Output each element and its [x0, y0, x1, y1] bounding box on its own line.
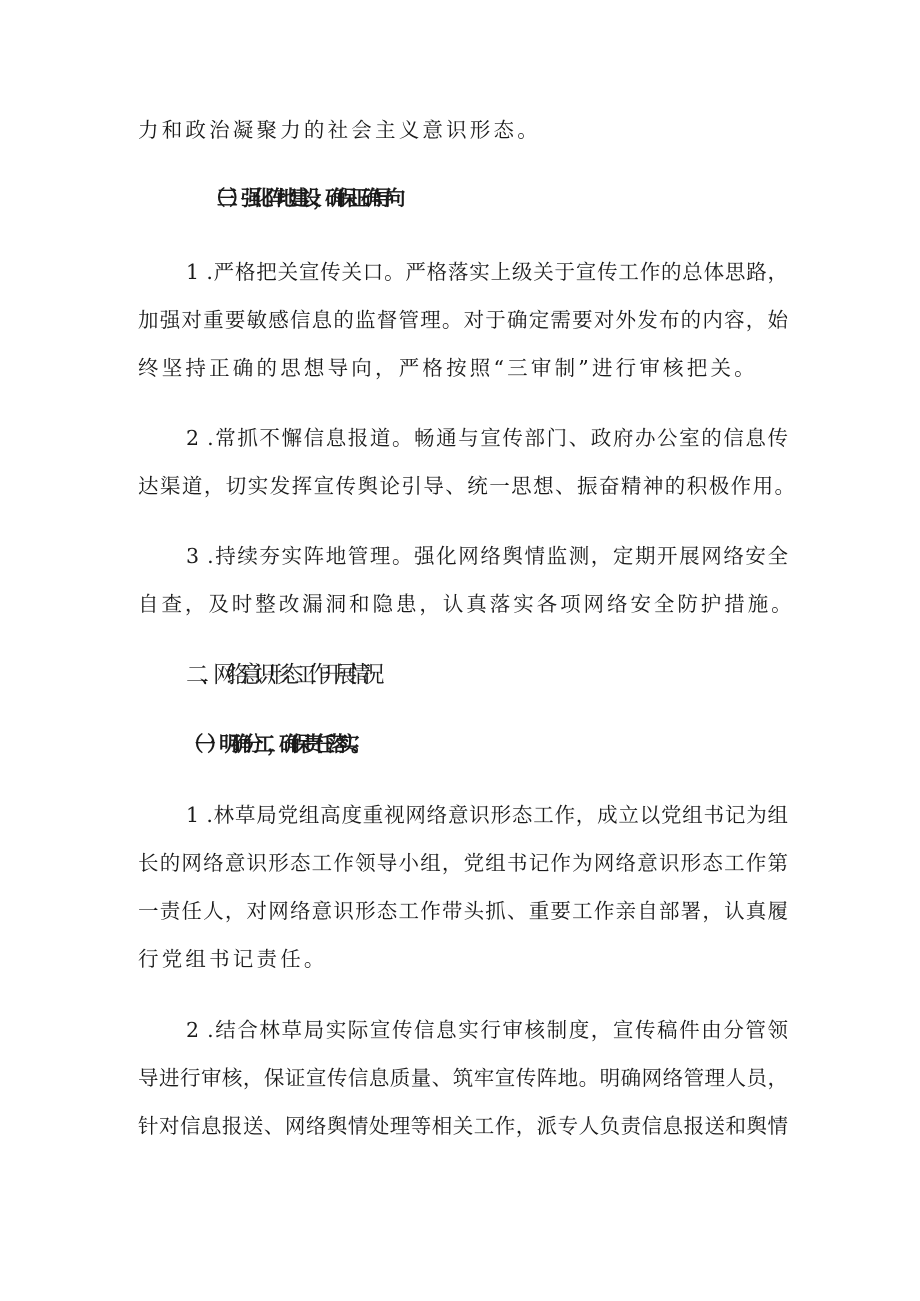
paragraph-tail-line: 力和政治凝聚力的社会主义意识形态。: [138, 118, 541, 142]
subheading-1: （一）明确分工，确保责任落实。: [183, 732, 363, 756]
paragraph-1-line: 1 .严格把关宣传关口。严格落实上级关于宣传工作的总体思路，: [186, 260, 788, 284]
paragraph-4-line: 1 .林草局党组高度重视网络意识形态工作，成立以党组书记为组: [186, 803, 788, 827]
section-heading-2: 二、网络意识形态工作开展情况: [186, 662, 375, 688]
paragraph-2-line: 达渠道，切实发挥宣传舆论引导、统一思想、振奋精神的积极作用。: [138, 474, 797, 498]
paragraph-1-line: 终坚持正确的思想导向，严格按照“三审制”进行审核把关。: [138, 356, 758, 380]
paragraph-1-line: 加强对重要敏感信息的监督管理。对于确定需要对外发布的内容，始: [138, 308, 788, 332]
paragraph-3-line: 3 .持续夯实阵地管理。强化网络舆情监测，定期开展网络安全: [186, 544, 788, 568]
paragraph-4-line: 一责任人，对网络意识形态工作带头抓、重要工作亲自部署，认真履: [138, 899, 788, 923]
paragraph-2-line: 2 .常抓不懈信息报道。畅通与宣传部门、政府办公室的信息传: [186, 426, 788, 450]
paragraph-3-line: 自查，及时整改漏洞和隐患，认真落实各项网络安全防护措施。: [138, 592, 795, 616]
subheading-3: （三）强化阵地建设，确保正确导向: [205, 186, 397, 210]
paragraph-5-line: 导进行审核，保证宣传信息质量、筑牢宣传阵地。明确网络管理人员，: [138, 1066, 788, 1090]
paragraph-4-line: 长的网络意识形态工作领导小组，党组书记作为网络意识形态工作第: [138, 851, 788, 875]
paragraph-5-line: 针对信息报送、网络舆情处理等相关工作，派专人负责信息报送和舆情: [138, 1114, 788, 1138]
paragraph-4-line: 行党组书记责任。: [138, 947, 328, 971]
paragraph-5-line: 2 .结合林草局实际宣传信息实行审核制度，宣传稿件由分管领: [186, 1018, 788, 1042]
